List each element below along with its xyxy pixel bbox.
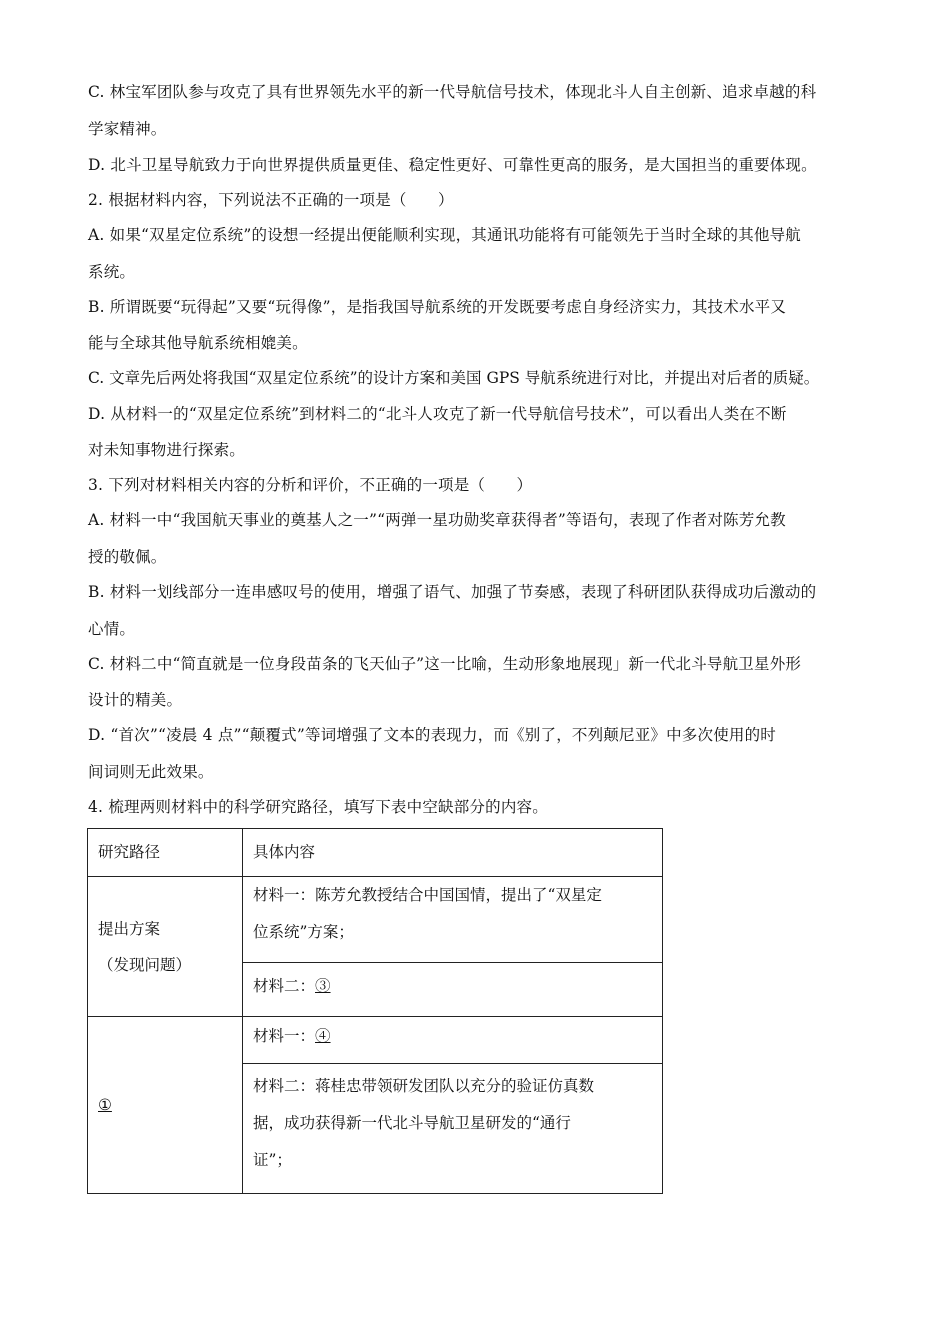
option-2a-line-1: A. 如果“双星定位系统”的设想一经提出便能顺利实现，其通讯功能将有可能领先于当时全球的其他导航 bbox=[88, 226, 801, 244]
row2-material-1-cell: 材料一：④ bbox=[243, 1017, 663, 1064]
option-2a-line-2: 系统。 bbox=[88, 263, 136, 281]
row1-path-line2: （发现问题） bbox=[98, 955, 192, 974]
option-2b-line-1: B. 所谓既要“玩得起”又要“玩得像”，是指我国导航系统的开发既要考虑自身经济实力，其技术水平又 bbox=[88, 298, 787, 316]
option-2d-line-2: 对未知事物进行探索。 bbox=[88, 441, 246, 459]
blank-4: ④ bbox=[315, 1027, 331, 1045]
option-1c-line-1: C. 林宝军团队参与攻克了具有世界领先水平的新一代导航信号技术，体现北斗人自主创新、追求卓越的科 bbox=[88, 83, 817, 101]
option-3c-line-2: 设计的精美。 bbox=[88, 691, 183, 709]
header-cell-path: 研究路径 bbox=[88, 829, 243, 877]
option-3b-line-1: B. 材料一划线部分一连串感叹号的使用，增强了语气、加强了节奏感，表现了科研团队获得成功后激动的 bbox=[88, 583, 817, 601]
table-header-row bbox=[88, 829, 663, 877]
option-3d-line-2: 间词则无此效果。 bbox=[88, 763, 214, 781]
option-3d-line-1: D. “首次”“凌晨 4 点”“颠覆式”等词增强了文本的表现力，而《别了，不列颠尼亚》中多次使用的时 bbox=[88, 726, 776, 744]
option-1c-line-2: 学家精神。 bbox=[88, 120, 167, 138]
option-3a-line-1: A. 材料一中“我国航天事业的奠基人之一”“两弹一星功勋奖章获得者”等语句，表现了作者对陈芳允教 bbox=[88, 511, 786, 529]
option-3c-line-1: C. 材料二中“简直就是一位身段苗条的飞天仙子”这一比喻，生动形象地展现」新一代北斗导航卫星外形 bbox=[88, 655, 802, 673]
option-3a-line-2: 授的敬佩。 bbox=[88, 548, 167, 566]
table-row bbox=[88, 877, 663, 963]
row1-path-line1: 提出方案 bbox=[98, 919, 161, 938]
row2-path-cell bbox=[88, 1017, 243, 1194]
option-2c: C. 文章先后两处将我国“双星定位系统”的设计方案和美国 GPS 导航系统进行对比，并提出对后者的质疑。 bbox=[88, 369, 820, 387]
header-cell-content: 具体内容 bbox=[243, 829, 663, 877]
row1-material-1-cell: 材料一：陈芳允教授结合中国国情，提出了“双星定 位系统”方案； bbox=[243, 877, 663, 963]
table-row bbox=[88, 1017, 663, 1064]
question-4-stem: 4. 梳理两则材料中的科学研究路径，填写下表中空缺部分的内容。 bbox=[88, 798, 548, 816]
row2-material-2-cell: 材料二：蒋桂忠带领研发团队以充分的验证仿真数 据，成功获得新一代北斗导航卫星研发的“通行 证”； bbox=[243, 1064, 663, 1194]
option-1d: D. 北斗卫星导航致力于向世界提供质量更佳、稳定性更好、可靠性更高的服务，是大国担当的重要体现。 bbox=[88, 156, 817, 174]
option-3b-line-2: 心情。 bbox=[88, 620, 136, 638]
research-path-table bbox=[87, 828, 663, 1194]
blank-3: ③ bbox=[315, 977, 331, 995]
option-2b-line-2: 能与全球其他导航系统相媲美。 bbox=[88, 334, 308, 352]
row1-path-cell bbox=[88, 877, 243, 1017]
question-3-stem: 3. 下列对材料相关内容的分析和评价，不正确的一项是（ ） bbox=[88, 476, 533, 494]
question-2-stem: 2. 根据材料内容，下列说法不正确的一项是（ ） bbox=[88, 191, 454, 209]
blank-1: ① bbox=[98, 1096, 112, 1114]
option-2d-line-1: D. 从材料一的“双星定位系统”到材料二的“北斗人攻克了新一代导航信号技术”，可以看出人类在不断 bbox=[88, 405, 787, 423]
row1-material-2-cell: 材料二：③ bbox=[243, 963, 663, 1017]
